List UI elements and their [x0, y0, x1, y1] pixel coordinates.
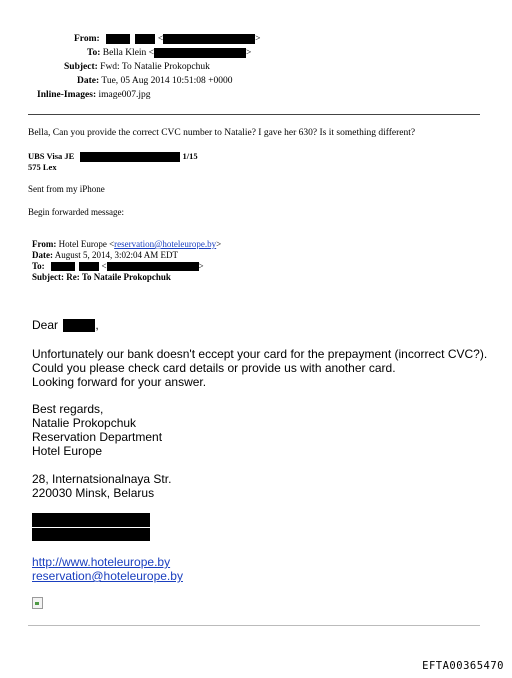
fwd-to-close: >: [198, 261, 204, 271]
header-from-row: [74, 33, 261, 45]
address-line-2: 220030 Minsk, Belarus: [32, 486, 155, 500]
header-date-row: [77, 75, 233, 87]
to-name: Bella Klein <: [102, 48, 155, 58]
signature-name: Natalie Prokopchuk: [32, 416, 137, 430]
fwd-subject-label: Subject:: [32, 272, 64, 282]
fwd-date-text: August 5, 2014, 3:02:04 AM EDT: [54, 250, 179, 260]
to-close-bracket: >: [246, 48, 252, 58]
header-inline-images-row: [37, 89, 150, 101]
fwd-from-name: Hotel Europe <: [58, 239, 115, 249]
card-label: UBS Visa JE: [28, 151, 75, 161]
date-label: Date:: [77, 76, 100, 86]
redacted-block: [51, 262, 75, 271]
sent-from-text: Sent from my iPhone: [28, 184, 105, 194]
card-line-1: [28, 151, 198, 162]
redacted-block: [79, 262, 99, 271]
fwd-from-close: >: [216, 239, 222, 249]
forwarded-date-row: [32, 250, 178, 261]
fwd-from-label: From:: [32, 239, 57, 249]
inline-images-text: image007.jpg: [98, 90, 151, 100]
website-link[interactable]: http://www.hoteleurope.by: [32, 555, 171, 569]
forwarded-from-row: [32, 239, 221, 250]
inline-images-label: Inline-Images:: [37, 90, 97, 100]
redacted-block: [154, 48, 246, 58]
redacted-block: [135, 34, 155, 44]
forwarded-subject-row: [32, 272, 171, 283]
subject-text: Fwd: To Natalie Prokopchuk: [100, 62, 210, 72]
from-close-bracket: >: [255, 34, 261, 44]
redacted-block: [106, 34, 130, 44]
subject-label: Subject:: [64, 62, 98, 72]
redacted-block: [32, 513, 150, 527]
from-label: From:: [74, 34, 100, 44]
question-text: Bella, Can you provide the correct CVC number to Natalie? I gave her 630? Is it something different?: [28, 128, 416, 138]
fwd-from-email-link[interactable]: reservation@hoteleurope.by: [114, 239, 217, 249]
message-line-3: Looking forward for your answer.: [32, 375, 207, 389]
greeting-text: Dear: [32, 318, 59, 332]
message-line-1: Unfortunately our bank doesn't eccept your card for the prepayment (incorrect CVC?).: [32, 347, 488, 361]
header-to-row: [87, 47, 251, 59]
date-text: Tue, 05 Aug 2014 10:51:08 +0000: [101, 76, 233, 86]
signoff-text: Best regards,: [32, 402, 104, 416]
email-link[interactable]: reservation@hoteleurope.by: [32, 569, 183, 583]
message-line-2: Could you please check card details or provide us with another card.: [32, 361, 396, 375]
document-id: EFTA00365470: [422, 660, 504, 672]
redacted-block: [63, 319, 95, 332]
card-line-2: 575 Lex: [28, 162, 57, 172]
broken-image-icon: [32, 597, 43, 609]
from-open-bracket: <: [157, 34, 164, 44]
card-expiry: 1/15: [182, 151, 198, 161]
fwd-to-open: <: [101, 261, 107, 271]
to-label: To:: [87, 48, 101, 58]
header-subject-row: [64, 61, 210, 73]
forwarded-to-row: [32, 261, 204, 272]
redacted-block: [107, 262, 199, 271]
signature-department: Reservation Department: [32, 430, 163, 444]
greeting-line: [32, 318, 99, 333]
begin-forwarded-text: Begin forwarded message:: [28, 207, 124, 217]
greeting-comma: ,: [95, 318, 99, 332]
fwd-date-label: Date:: [32, 250, 53, 260]
redacted-block: [80, 152, 180, 162]
footer-divider: [28, 625, 480, 626]
signature-company: Hotel Europe: [32, 444, 103, 458]
redacted-block: [32, 528, 150, 541]
header-divider: [28, 114, 480, 115]
redacted-block: [163, 34, 255, 44]
fwd-to-label: To:: [32, 261, 45, 271]
fwd-subject-text: Re: To Nataile Prokopchuk: [66, 272, 171, 282]
address-line-1: 28, Internatsionalnaya Str.: [32, 472, 172, 486]
